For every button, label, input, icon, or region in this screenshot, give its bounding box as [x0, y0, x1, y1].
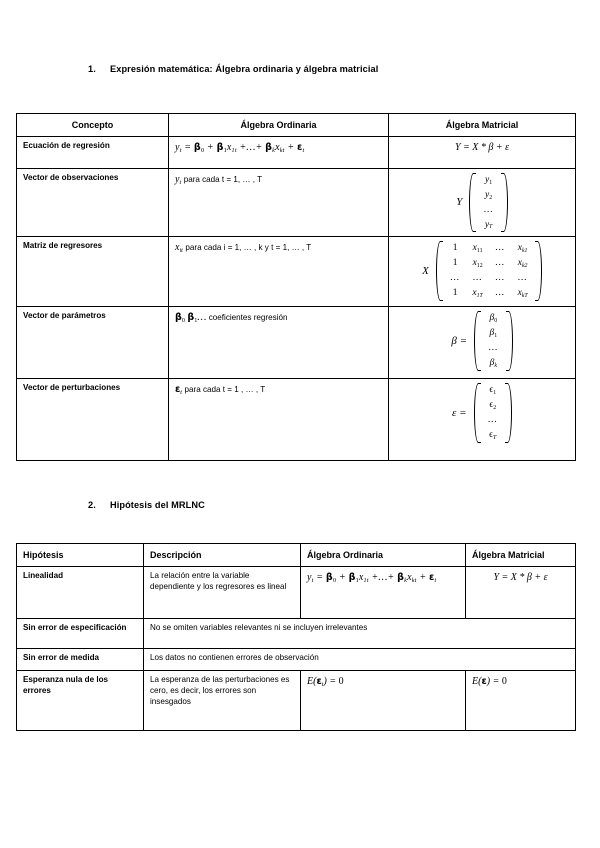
matrix-X-parens	[436, 241, 542, 300]
table1-header-concepto: Concepto	[17, 114, 169, 137]
matrix-beta-body: $\beta_0$ $\beta_1$ … $\beta_k$	[488, 313, 499, 369]
table1-cell-ordinaria-3	[169, 307, 389, 379]
table1-header-matricial: Álgebra Matricial	[389, 114, 576, 137]
matrix-X	[395, 241, 569, 300]
matrix-X-name: X	[422, 264, 429, 277]
table1-cell-ordinaria-4	[169, 379, 389, 461]
observation-var: $y_t$	[175, 174, 182, 187]
paren-left	[474, 311, 481, 370]
table2-cell-matricial-0	[466, 567, 576, 619]
paren-right	[506, 311, 513, 370]
expectation-ordinary: $E(\varepsilon_t) = 0$	[307, 676, 344, 689]
section-title-1: Expresión matemática: Álgebra ordinaria y álgebra matricial	[110, 64, 379, 74]
table1-cell-matricial-3	[389, 307, 576, 379]
table-header-row	[17, 114, 576, 137]
table-mrlnc-hypotheses	[16, 543, 576, 731]
table1-cell-concepto-3: Vector de parámetros	[17, 307, 169, 379]
matrix-X-body: 1 $x_{11}$ … $x_{k1}$ 1 $x_{12}$ … $x_{k2}$ … … … … 1 $x_{1T}$ … $x_{kT}$	[449, 243, 528, 299]
table2-cell-hipotesis-2: Sin error de medida	[17, 649, 144, 671]
linearity-equation-ordinary: $y_t = \beta_0 + \beta_1x_{1t}$ +…+ $\beta_kx_{kt} + \varepsilon_t$	[307, 572, 437, 585]
disturbance-range-text: para cada t = 1 , … , T	[184, 385, 266, 395]
table-row	[17, 169, 576, 237]
table1-cell-concepto-4: Vector de perturbaciones	[17, 379, 169, 461]
matrix-epsilon-body: $\epsilon_1$ $\epsilon_2$ … $\epsilon_T$	[487, 385, 498, 441]
matrix-beta-name: β =	[451, 334, 468, 347]
matrix-beta	[395, 311, 569, 370]
table2-cell-ordinaria-3	[301, 671, 466, 731]
regression-equation-ordinary: $y_t = \beta_0 + \beta_1x_{1t}$ +…+ $\beta_kx_{kt} + \varepsilon_t$	[175, 142, 305, 155]
paren-left	[474, 383, 481, 442]
matrix-Y	[395, 173, 569, 232]
table-row	[17, 567, 576, 619]
table1-cell-matricial-4	[389, 379, 576, 461]
regressor-var: $x_{it}$	[175, 242, 183, 255]
section-title-2: Hipótesis del MRLNC	[110, 500, 205, 510]
table2-cell-descripcion-2: Los datos no contienen errores de observación	[144, 649, 576, 671]
section-number-1: 1.	[88, 64, 96, 74]
disturbance-var: $\varepsilon_t$	[175, 384, 183, 397]
paren-left	[469, 173, 476, 232]
table1-cell-matricial-0	[389, 137, 576, 169]
table2-header-descripcion: Descripción	[144, 544, 301, 567]
expectation-matrix: E(ε) = 0	[472, 676, 507, 688]
matrix-epsilon-name: ε =	[451, 406, 467, 419]
table-header-row	[17, 544, 576, 567]
table2-cell-descripcion-0: La relación entre la variable dependiente y los regresores es lineal	[144, 567, 301, 619]
table2-cell-ordinaria-0	[301, 567, 466, 619]
matrix-Y-parens	[469, 173, 508, 232]
parameter-vars: $\beta_0$ $\beta_1\dots$	[175, 312, 209, 325]
regressor-range-text: para cada i = 1, … , k y t = 1, … , T	[185, 243, 312, 253]
table1-cell-concepto-1: Vector de observaciones	[17, 169, 169, 237]
section-number-2: 2.	[88, 500, 96, 510]
table-row	[17, 671, 576, 731]
regression-equation-matrix: Y = X * β + ε	[454, 142, 510, 154]
table-algebra-expressions	[16, 113, 576, 461]
table2-cell-descripcion-3: La esperanza de las perturbaciones es cero, es decir, los errores son insesgados	[144, 671, 301, 731]
table2-cell-hipotesis-1: Sin error de especificación	[17, 619, 144, 649]
table-row	[17, 137, 576, 169]
observation-range-text: para cada t = 1, … , T	[183, 175, 263, 185]
parameter-desc-text: coeficientes regresión	[208, 313, 288, 323]
table1-cell-ordinaria-2	[169, 237, 389, 307]
table1-cell-ordinaria-0	[169, 137, 389, 169]
matrix-epsilon	[395, 383, 569, 442]
table-row	[17, 649, 576, 671]
table2-header-ordinaria: Álgebra Ordinaria	[301, 544, 466, 567]
matrix-Y-name: Y	[456, 196, 463, 209]
table1-cell-concepto-0: Ecuación de regresión	[17, 137, 169, 169]
table1-cell-matricial-2	[389, 237, 576, 307]
section-heading-2	[88, 500, 205, 510]
table-row	[17, 237, 576, 307]
matrix-Y-body: $y_1$ $y_2$ … $y_T$	[483, 175, 494, 231]
paren-right	[501, 173, 508, 232]
section-heading-1	[88, 64, 378, 74]
table2-cell-hipotesis-0: Linealidad	[17, 567, 144, 619]
paren-right	[505, 383, 512, 442]
table2-header-matricial: Álgebra Matricial	[466, 544, 576, 567]
table1-cell-concepto-2: Matriz de regresores	[17, 237, 169, 307]
table1-cell-ordinaria-1	[169, 169, 389, 237]
table2-header-hipotesis: Hipótesis	[17, 544, 144, 567]
paren-right	[535, 241, 542, 300]
table-row	[17, 619, 576, 649]
table-row	[17, 307, 576, 379]
table2-cell-descripcion-1: No se omiten variables relevantes ni se incluyen irrelevantes	[144, 619, 576, 649]
table-row	[17, 379, 576, 461]
table2-cell-hipotesis-3: Esperanza nula de los errores	[17, 671, 144, 731]
table1-header-ordinaria: Álgebra Ordinaria	[169, 114, 389, 137]
matrix-epsilon-parens	[474, 383, 513, 442]
linearity-equation-matrix: Y = X * β + ε	[493, 572, 548, 584]
table1-cell-matricial-1	[389, 169, 576, 237]
table2-cell-matricial-3	[466, 671, 576, 731]
matrix-beta-parens	[474, 311, 513, 370]
paren-left	[436, 241, 443, 300]
